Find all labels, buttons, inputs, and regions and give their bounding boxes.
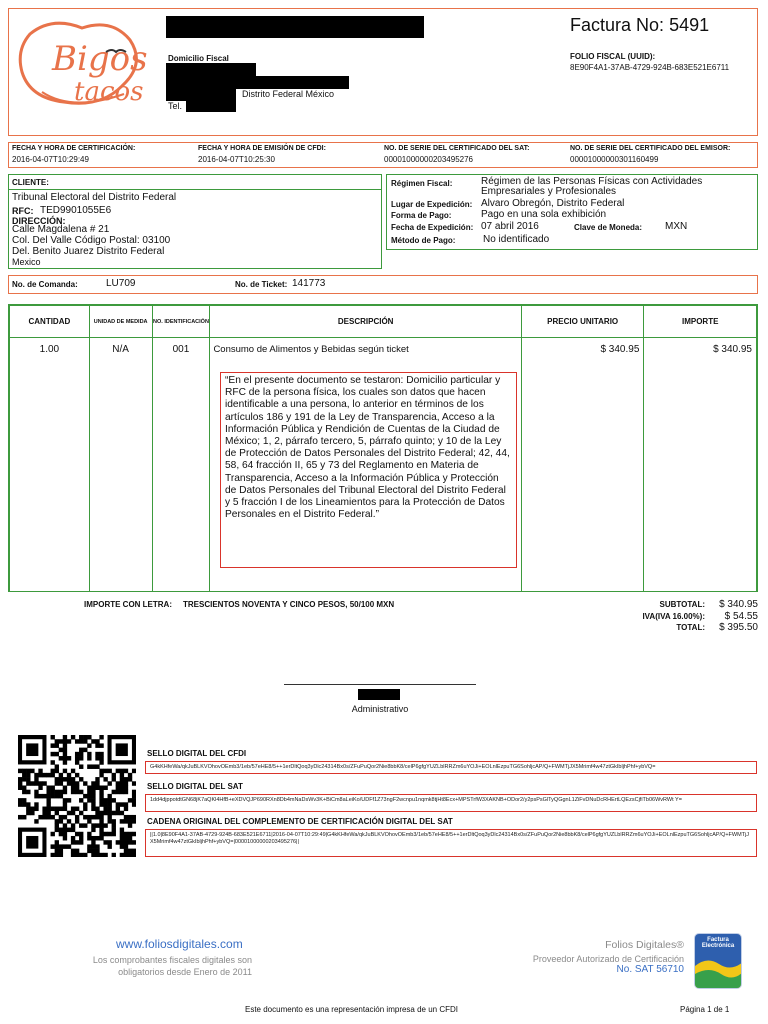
redaction-note-box xyxy=(220,372,517,568)
header-description: DESCRIPCIÓN xyxy=(210,306,521,338)
cfdi-seal-value: G4kKHfeWa/qkJuBLKVOhovOEmb3/1eb/57eHE8/5++1erDltQoq3yDlc24314Bx0s/ZFuPuQor2Nie8bbK8/celP6gfgYUZLblRRZm6uYOJi+EOLnlEzpuTG6SohljcAP/Q+FWMTjJX5Mrimf4w47ztGkIbljhPhf+ybVQ= xyxy=(145,761,757,774)
emission-date-label: FECHA Y HORA DE EMISIÓN DE CFDI: xyxy=(198,145,326,152)
original-chain-label: CADENA ORIGINAL DEL COMPLEMENTO DE CERTIFICACIÓN DIGITAL DEL SAT xyxy=(147,817,453,826)
payment-method-label: Método de Pago: xyxy=(391,236,456,245)
regime-value: Régimen de las Personas Físicas con Actividades Empresariales y Profesionales xyxy=(481,176,703,197)
amount-words-label: IMPORTE CON LETRA: xyxy=(84,600,172,609)
sat-seal-label: SELLO DIGITAL DEL SAT xyxy=(147,782,243,791)
domicilio-label: Domicilio Fiscal xyxy=(168,54,229,63)
payment-method-value: No identificado xyxy=(483,234,550,245)
client-name: Tribunal Electoral del Distrito Federal xyxy=(12,192,177,203)
company-logo xyxy=(12,14,157,114)
row-unit-price: $ 340.95 xyxy=(521,338,644,592)
redacted-phone xyxy=(186,100,236,112)
signature-line xyxy=(284,684,476,685)
footer-note-2: obligatorios desde Enero de 2011 xyxy=(118,967,252,977)
qr-code-graphic xyxy=(18,735,136,857)
header-quantity: CANTIDAD xyxy=(10,306,90,338)
invoice-number-label: Factura No: xyxy=(570,15,665,35)
ticket-number-label: No. de Ticket: xyxy=(235,280,288,289)
row-unit: N/A xyxy=(89,338,152,592)
place-value: Alvaro Obregón, Distrito Federal xyxy=(481,198,625,209)
iva-value: $ 54.55 xyxy=(724,611,758,622)
subtotal-value: $ 340.95 xyxy=(719,599,758,610)
items-header-row xyxy=(10,306,757,338)
currency-value: MXN xyxy=(665,221,688,232)
total-label: TOTAL: xyxy=(676,623,705,632)
place-label: Lugar de Expedición: xyxy=(391,200,473,209)
client-rfc-label: RFC: xyxy=(12,206,34,216)
cert-date-value: 2016-04-07T10:29:49 xyxy=(12,155,89,164)
payment-form-value: Pago en una sola exhibición xyxy=(481,209,607,220)
electronic-invoice-badge xyxy=(694,933,742,989)
regime-label: Régimen Fiscal: xyxy=(391,179,453,188)
row-quantity: 1.00 xyxy=(10,338,90,592)
iva-label: IVA(IVA 16.00%): xyxy=(642,612,705,621)
client-rfc-value: TED9901055E6 xyxy=(40,205,112,216)
folio-label: FOLIO FISCAL (UUID): xyxy=(570,52,656,61)
client-divider xyxy=(9,189,381,190)
redacted-signer-name xyxy=(358,689,400,700)
original-chain-value: ||1.0|8E90F4A1-37AB-4729-924B-683E521E6711|2016-04-07T10:29:49|G4kKHfeWa/qkJuBLKVOhovOEmb3/1eb/57eHE8/5++1erDltQoq3yDlc24314Bx0s/ZFuPuQor2Nie8bbK8/celP6gfgYUZLblRRZm6uYOJi+EOLnlEzpuTG6SohljcAP/Q+FWMTjJX5Mrimf4w47ztGkIbljhPhf+ybVQ=|00001000000203495276|| xyxy=(145,829,757,857)
cfdi-seal-label: SELLO DIGITAL DEL CFDI xyxy=(147,749,247,758)
redacted-address-2 xyxy=(166,76,349,89)
address-city: Distrito Federal México xyxy=(242,89,335,99)
header-amount: IMPORTE xyxy=(644,306,757,338)
header-unit-price: PRECIO UNITARIO xyxy=(521,306,644,338)
header-id: NO. IDENTIFICACIÓN xyxy=(152,306,210,338)
row-id: 001 xyxy=(152,338,210,592)
sat-serial-label: NO. DE SERIE DEL CERTIFICADO DEL SAT: xyxy=(384,145,530,152)
page-number: Página 1 de 1 xyxy=(680,1005,730,1014)
row-description: Consumo de Alimentos y Bebidas según ticket xyxy=(210,338,521,592)
client-address-2: Col. Del Valle Código Postal: 03100 xyxy=(12,235,171,246)
row-amount: $ 340.95 xyxy=(644,338,757,592)
emitter-serial-label: NO. DE SERIE DEL CERTIFICADO DEL EMISOR: xyxy=(570,145,731,152)
provider-sat-number: No. SAT 56710 xyxy=(616,964,684,975)
badge-wave-icon xyxy=(695,948,742,988)
provider-name: Folios Digitales® xyxy=(605,939,684,951)
ticket-number-value: 141773 xyxy=(292,278,326,289)
logo-text-top: Bigos xyxy=(52,39,148,79)
sat-seal-value: 1dd4djppotdtGN68jK7aQKl4HfB+eXDVQJP690RXn8Db4mNaDsWv3K+BiCm8aLeiKo/UDFf1Z73ngF2wcnpu1nqmk8tjHt8Ecx+MPSTrfW3XAKNB+ODor2/y2psPsGlTyQGgnL1ZiFvDNuDcRHErtLQEzsCjfiTb06WvRWt Y= xyxy=(145,794,757,812)
currency-label: Clave de Moneda: xyxy=(574,223,643,232)
footer-note-1: Los comprobantes fiscales digitales son xyxy=(92,955,252,965)
emission-date-value: 2016-04-07T10:25:30 xyxy=(198,155,275,164)
invoice-number-value: 5491 xyxy=(669,15,710,35)
emitter-serial-value: 00001000000301160499 xyxy=(570,155,659,164)
issue-date-label: Fecha de Expedición: xyxy=(391,223,474,232)
qr-code xyxy=(18,735,136,857)
payment-form-label: Forma de Pago: xyxy=(391,211,452,220)
total-value: $ 395.50 xyxy=(719,622,758,633)
client-address-4: Mexico xyxy=(12,257,41,267)
client-label: CLIENTE: xyxy=(12,178,49,187)
client-address-label: DIRECCIÓN: xyxy=(12,216,66,226)
tel-label: Tel. xyxy=(168,101,183,111)
amount-words-value: TRESCIENTOS NOVENTA Y CINCO PESOS, 50/100 MXN xyxy=(183,600,395,609)
logo-mark xyxy=(12,14,157,114)
badge-title: Factura Electrónica xyxy=(701,937,735,949)
client-address-1: Calle Magdalena # 21 xyxy=(12,224,110,235)
redacted-company-name xyxy=(166,16,424,38)
provider-subtitle: Proveedor Autorizado de Certificación xyxy=(532,954,684,964)
issue-date-value: 07 abril 2016 xyxy=(481,221,539,232)
order-number-value: LU709 xyxy=(106,278,136,289)
print-note: Este documento es una representación impresa de un CFDI xyxy=(245,1005,459,1014)
folio-value: 8E90F4A1-37AB-4729-924B-683E521E6711 xyxy=(570,63,730,72)
redaction-note-text: “En el presente documento se testaron: Domicilio particular y RFC de la persona física, los cuales son datos que hacen identificable a una persona, lo anterior en términos de los artículos 186 y 191 de la Ley de Transparencia, Acceso a la Información Pública y Rendición de Cuentas de la Ciudad de México; 1, 2, párrafo tercero, 5, párrafo quinto; y 10 de la Ley de Protección de Datos Personales del Distrito Federal; 42, 44, 58, 64 fracción II, 65 y 73 del Reglamento en Materia de Transparencia, Acceso a la Información Pública y Protección de Datos Personales del Tribunal Electoral del Distrito Federal y 5 fracción I de los Lineamientos para la Protección de Datos Personales en el Distrito Federal.” xyxy=(225,375,510,521)
sat-serial-value: 00001000000203495276 xyxy=(384,155,473,164)
order-number-label: No. de Comanda: xyxy=(12,280,78,289)
header-unit: UNIDAD DE MEDIDA xyxy=(89,306,152,338)
footer-website-link[interactable]: www.foliosdigitales.com xyxy=(116,937,243,951)
cert-date-label: FECHA Y HORA DE CERTIFICACIÓN: xyxy=(12,145,136,152)
redacted-address-1 xyxy=(166,63,256,77)
invoice-number xyxy=(570,15,709,36)
logo-text-bottom: tacos xyxy=(74,77,144,107)
subtotal-label: SUBTOTAL: xyxy=(659,600,705,609)
client-address-3: Del. Benito Juarez Distrito Federal xyxy=(12,246,165,257)
signer-role: Administrativo xyxy=(351,704,409,714)
